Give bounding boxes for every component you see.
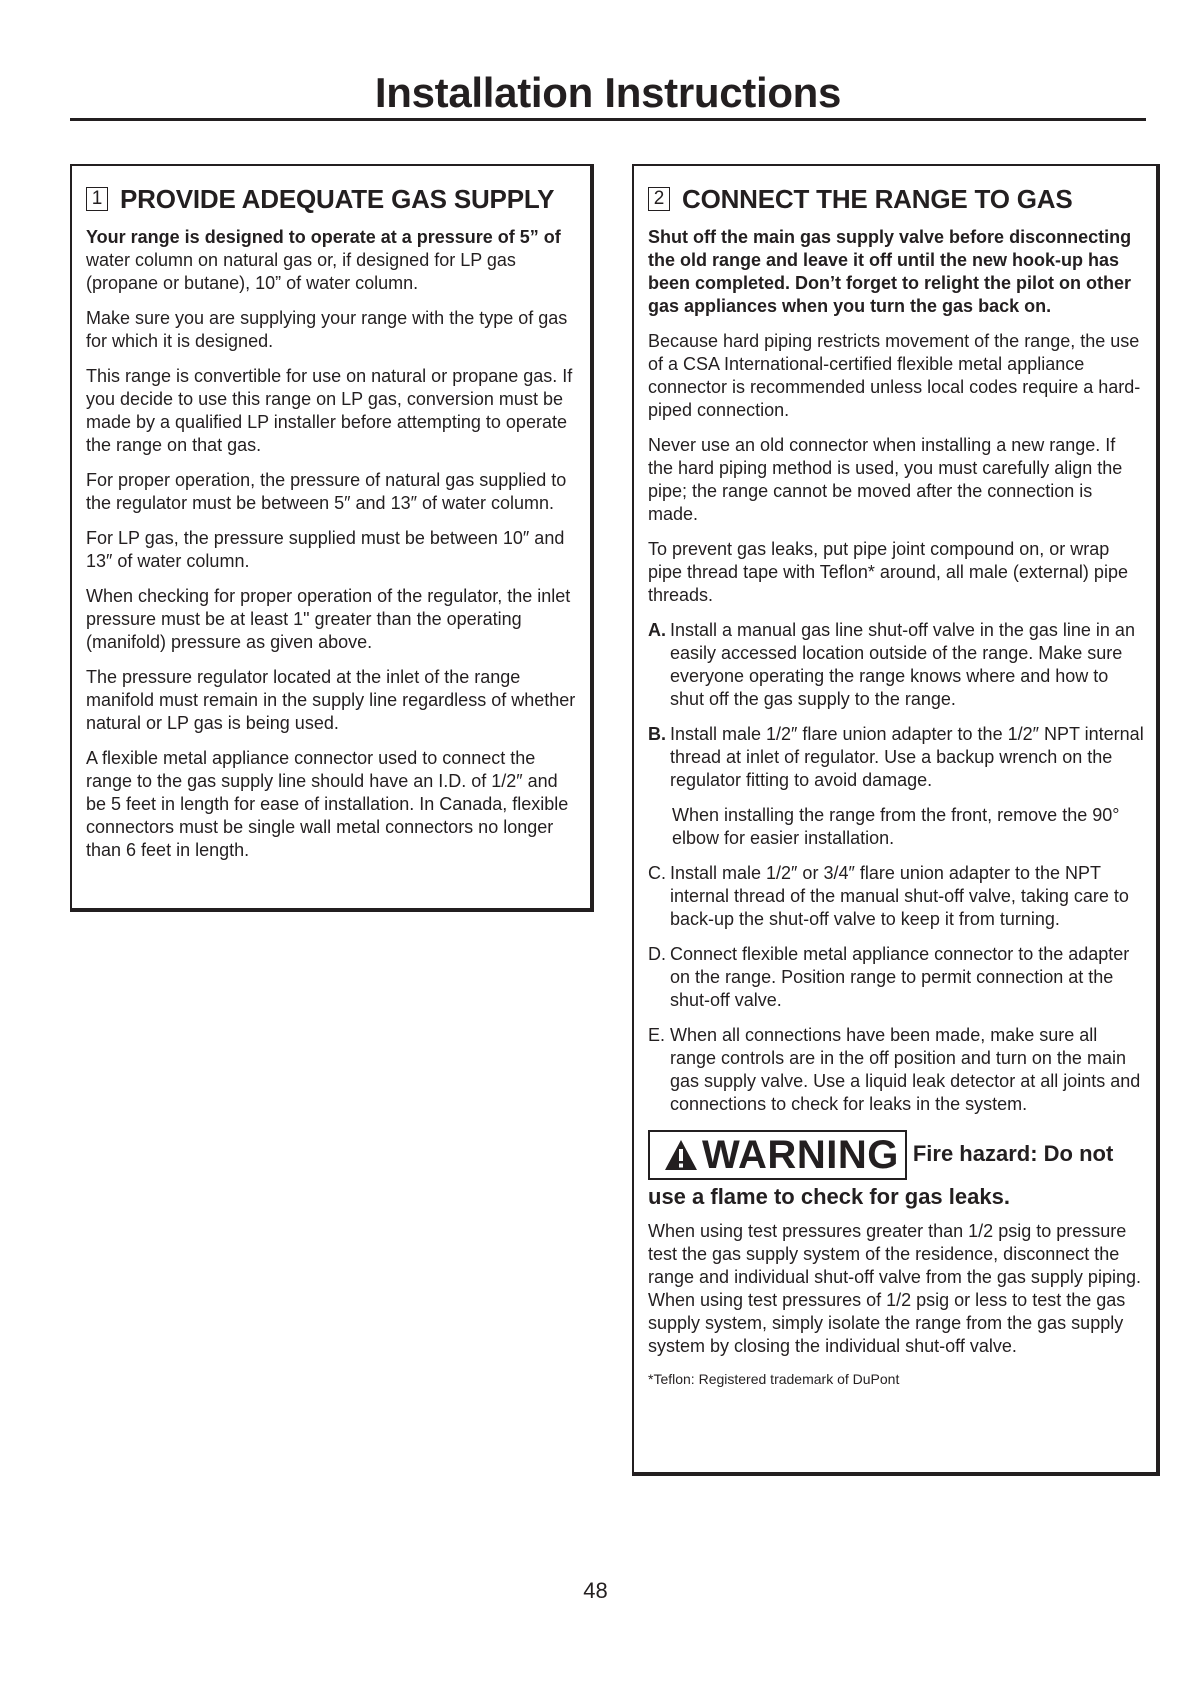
step-d-text: Connect flexible metal appliance connector to the adapter on the range. Position range to permit connection at the shut-off valve. — [670, 944, 1130, 1010]
step-a-text: Install a manual gas line shut-off valve in the gas line in an easily accessed location outside of the range. Make sure everyone operating the range knows where and how to shut off the gas supply to the range. — [670, 620, 1135, 709]
section-1-header — [86, 184, 578, 214]
warning-label-box — [648, 1130, 907, 1180]
warning-message: Fire hazard: Do not use a flame to check for gas leaks. — [648, 1140, 1114, 1209]
step-e — [648, 1024, 1144, 1116]
section-1-lead-bold: Your range is designed to operate at a pressure of 5” of — [86, 227, 561, 247]
step-b-note: When installing the range from the front, remove the 90° elbow for easier installation. — [672, 805, 1120, 848]
step-a — [648, 619, 1144, 711]
step-number-1: 1 — [86, 187, 108, 211]
section-1-paragraph: For proper operation, the pressure of natural gas supplied to the regulator must be between 5″ and 13″ of water column. — [86, 470, 567, 513]
page-number: 48 — [583, 1578, 608, 1603]
section-2-lead: Shut off the main gas supply valve before disconnecting the old range and leave it off until the new hook-up has been completed. Don’t forget to relight the pilot on other gas appliances when you turn the gas back on. — [648, 227, 1132, 316]
section-2-paragraph: Never use an old connector when installing a new range. If the hard piping method is used, you must carefully align the pipe; the range cannot be moved after the connection is made. — [648, 435, 1123, 524]
step-c-text: Install male 1/2″ or 3/4″ flare union adapter to the NPT internal thread of the manual shut-off valve, taking care to back-up the shut-off valve to keep it from turning. — [670, 863, 1129, 929]
section-1-paragraph: This range is convertible for use on natural or propane gas. If you decide to use this range on LP gas, conversion must be made by a qualified LP installer before attempting to operate the range on that gas. — [86, 366, 573, 455]
title-divider — [70, 118, 1146, 121]
section-2-heading: CONNECT THE RANGE TO GAS — [682, 184, 1073, 214]
section-2-paragraph: Because hard piping restricts movement of the range, the use of a CSA International-certified flexible metal appliance connector is recommended unless local codes require a hard-piped connection. — [648, 331, 1141, 420]
warning-body: When using test pressures greater than 1/2 psig to pressure test the gas supply system of the residence, disconnect the range and individual shut-off valve from the gas supply piping. When using test pressures of 1/2 psig or less to test the gas supply system, simply isolate the range from the gas supply system by closing the individual shut-off valve. — [648, 1221, 1141, 1356]
warning-callout — [648, 1130, 1144, 1214]
step-c-marker: C. — [648, 863, 666, 883]
step-b — [648, 723, 1144, 792]
section-1-heading: PROVIDE ADEQUATE GAS SUPPLY — [120, 184, 555, 214]
step-b-text: Install male 1/2″ flare union adapter to the 1/2″ NPT internal thread at inlet of regulator. Use a backup wrench on the regulator fitting to avoid damage. — [670, 724, 1144, 790]
warning-triangle-icon — [664, 1139, 698, 1171]
step-e-marker: E. — [648, 1025, 666, 1045]
section-1-paragraph: For LP gas, the pressure supplied must be between 10″ and 13″ of water column. — [86, 528, 565, 571]
section-2-paragraph: To prevent gas leaks, put pipe joint compound on, or wrap pipe thread tape with Teflon* around, all male (external) pipe threads. — [648, 539, 1128, 605]
step-d — [648, 943, 1144, 1012]
section-1-lead-text: water column on natural gas or, if designed for LP gas (propane or butane), 10” of water column. — [86, 250, 516, 293]
section-1-lead — [86, 226, 578, 295]
step-c — [648, 862, 1144, 931]
section-2-header — [648, 184, 1144, 214]
step-e-text: When all connections have been made, make sure all range controls are in the off position and turn on the main gas supply valve. Use a liquid leak detector at all joints and connections to check for leaks in the system. — [670, 1025, 1141, 1114]
section-1-paragraph: A flexible metal appliance connector used to connect the range to the gas supply line should have an I.D. of 1/2″ and be 5 feet in length for ease of installation. In Canada, flexible connectors must be single wall metal connectors no longer than 6 feet in length. — [86, 748, 569, 860]
section-connect-range-to-gas — [632, 164, 1160, 1476]
page-title: Installation Instructions — [374, 69, 842, 116]
step-b-marker: B. — [648, 724, 666, 744]
step-d-marker: D. — [648, 944, 666, 964]
section-1-paragraph: When checking for proper operation of the regulator, the inlet pressure must be at least 1" greater than the operating (manifold) pressure as given above. — [86, 586, 571, 652]
warning-label: WARNING — [702, 1133, 899, 1177]
teflon-footnote: *Teflon: Registered trademark of DuPont — [648, 1371, 900, 1387]
step-a-marker: A. — [648, 620, 666, 640]
step-number-2: 2 — [648, 187, 670, 211]
section-provide-gas-supply — [70, 164, 594, 912]
section-1-paragraph: The pressure regulator located at the inlet of the range manifold must remain in the supply line regardless of whether natural or LP gas is being used. — [86, 667, 576, 733]
section-1-paragraph: Make sure you are supplying your range with the type of gas for which it is designed. — [86, 308, 568, 351]
